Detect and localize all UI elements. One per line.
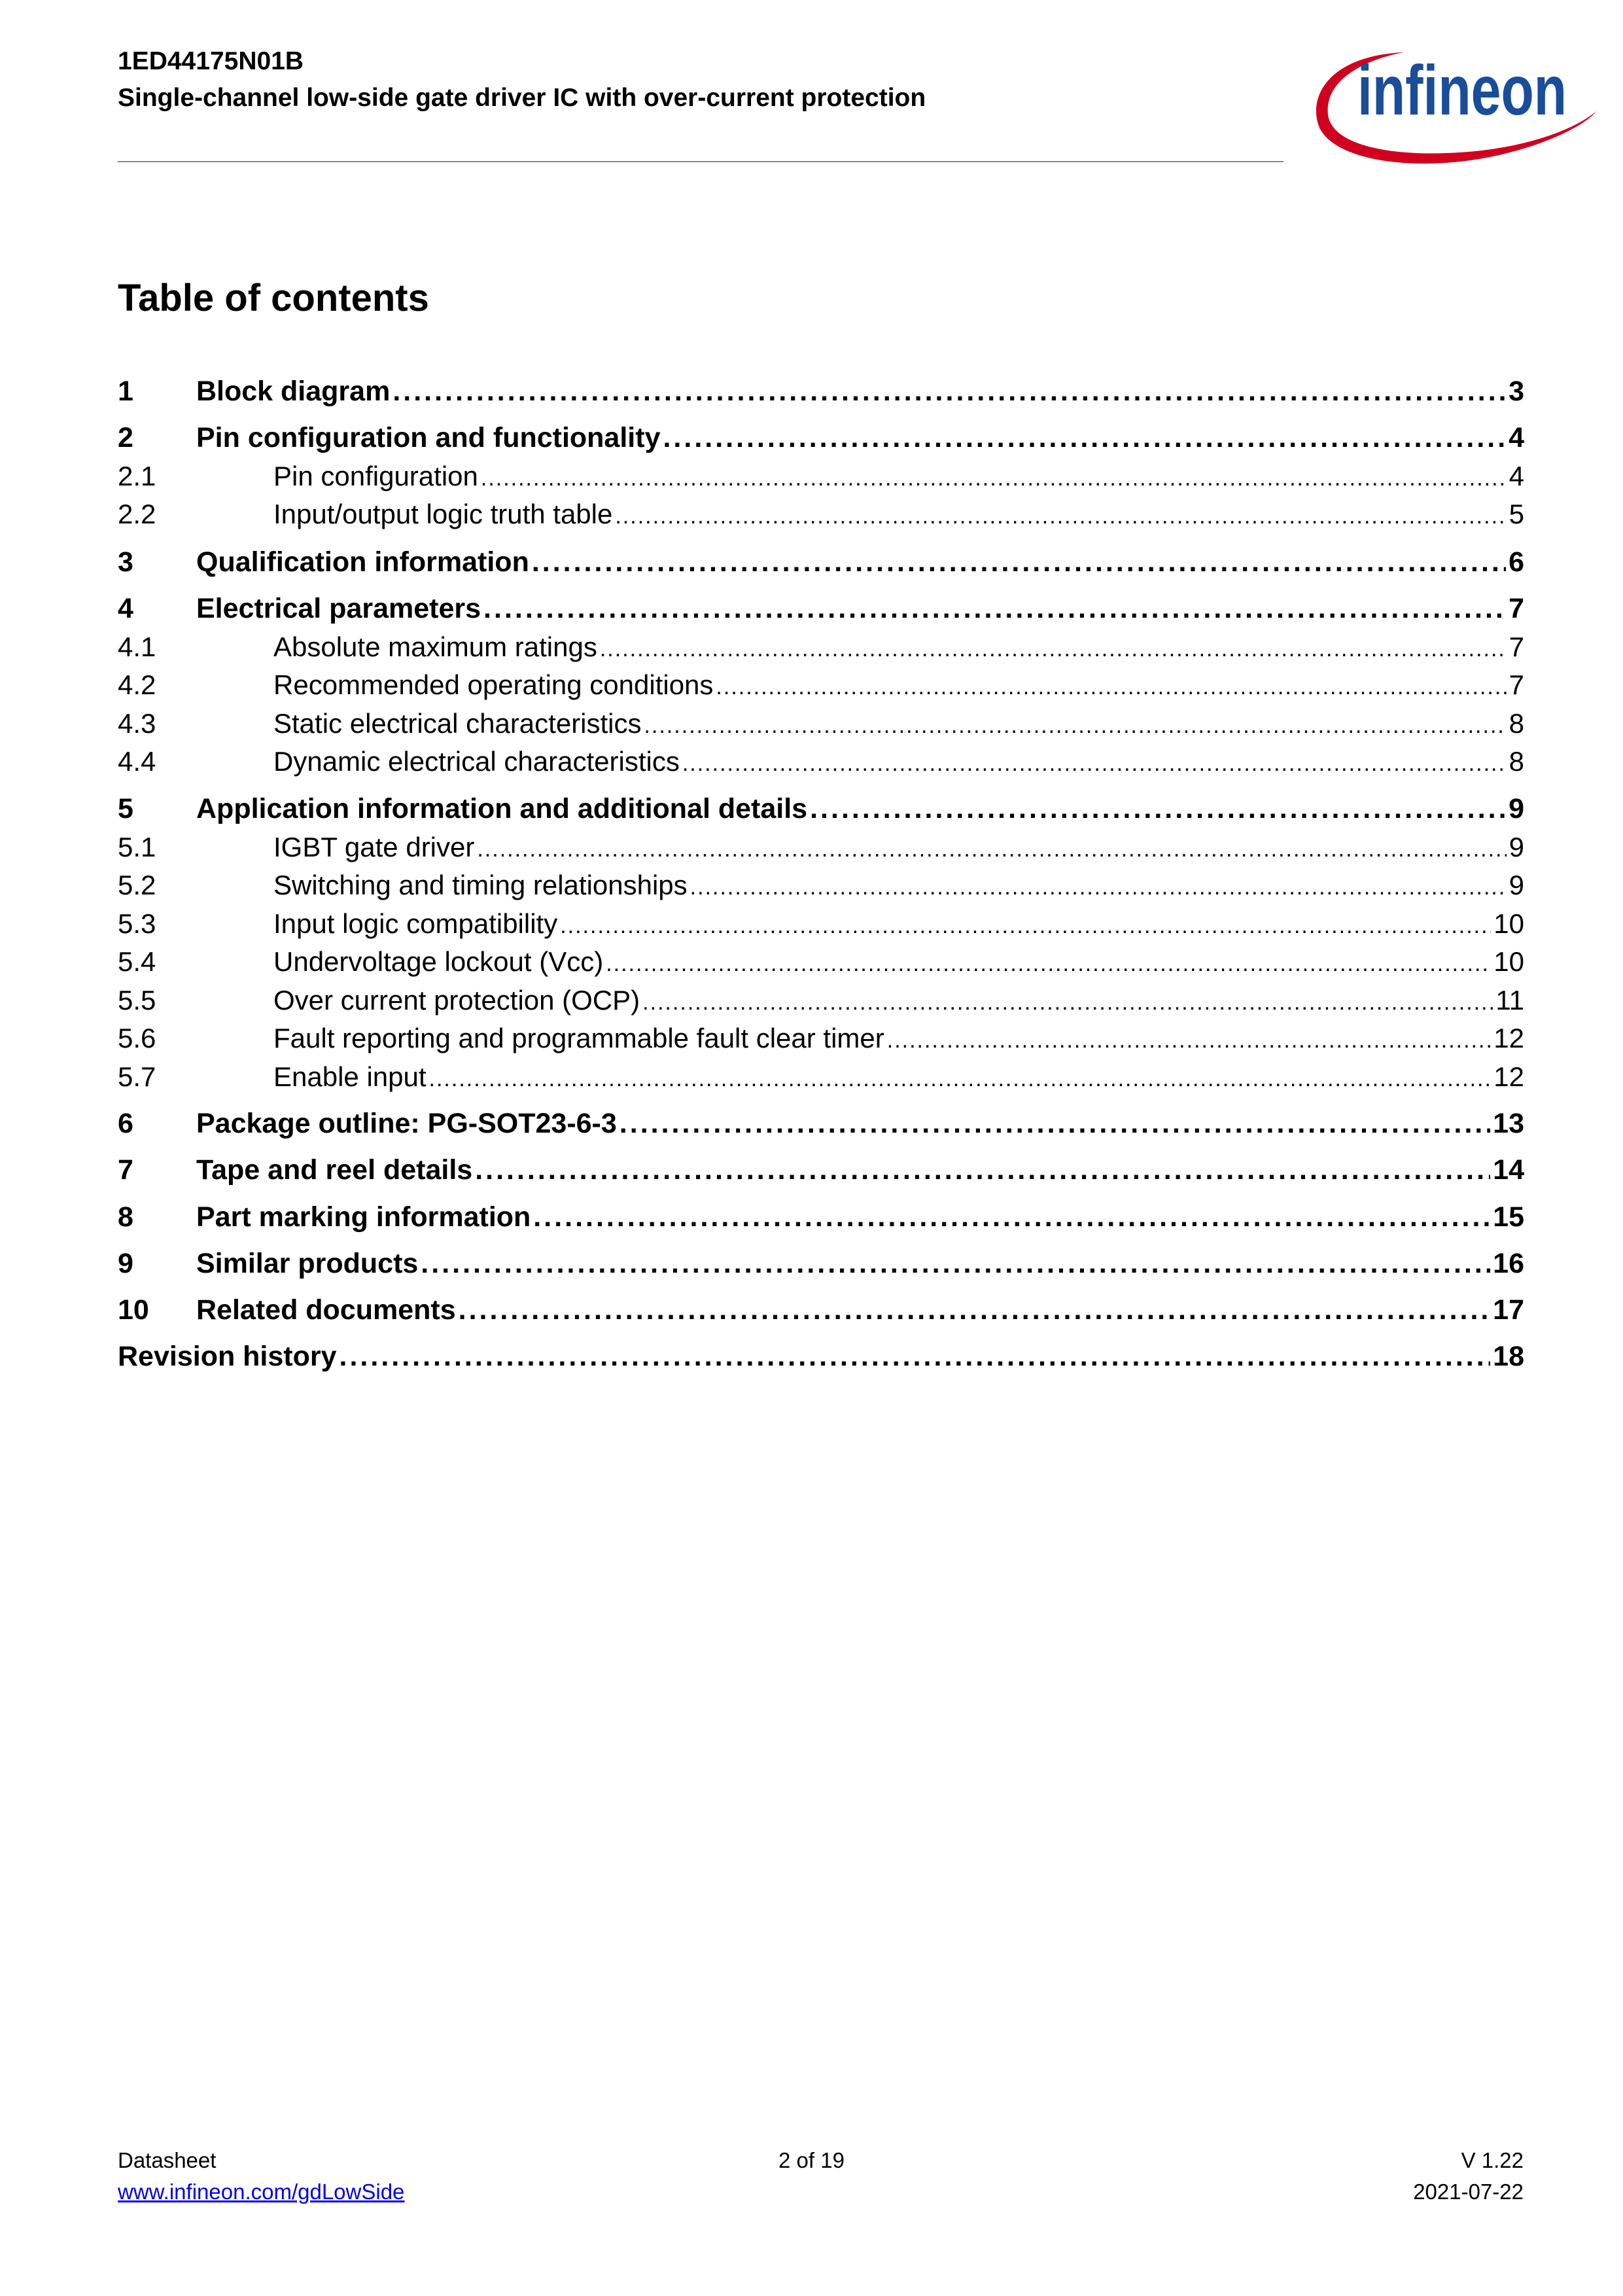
toc-entry-number: 5.6 bbox=[118, 1023, 156, 1053]
toc-dot-leader bbox=[663, 422, 1506, 454]
toc-dot-leader bbox=[606, 951, 1491, 977]
toc-entry-number: 5.2 bbox=[118, 870, 156, 900]
toc-entry[interactable] bbox=[118, 1248, 1524, 1280]
toc-dot-leader bbox=[620, 1108, 1490, 1140]
toc-entry-number: 3 bbox=[118, 546, 133, 578]
toc-entry-number: 2.2 bbox=[118, 499, 156, 529]
header-subtitle: Single-channel low-side gate driver IC with over-current protection bbox=[118, 84, 926, 112]
toc-entry-page: 9 bbox=[1509, 793, 1524, 824]
toc-entry-page: 8 bbox=[1509, 746, 1524, 777]
toc-entry-label: Dynamic electrical characteristics bbox=[273, 746, 680, 777]
toc-dot-leader bbox=[340, 1341, 1491, 1373]
toc-entry[interactable] bbox=[118, 870, 1524, 901]
toc-entry[interactable] bbox=[118, 593, 1524, 625]
toc-dot-leader bbox=[533, 1201, 1490, 1233]
toc-entry-number: 4.1 bbox=[118, 631, 156, 662]
toc-entry[interactable] bbox=[118, 422, 1524, 454]
toc-dot-leader bbox=[475, 1154, 1490, 1186]
toc-entry-label: Electrical parameters bbox=[196, 593, 481, 624]
toc-entry-label: Pin configuration and functionality bbox=[196, 422, 661, 453]
toc-entry-page: 4 bbox=[1509, 461, 1524, 491]
toc-dot-leader bbox=[483, 593, 1506, 625]
toc-entry-label: Qualification information bbox=[196, 546, 529, 578]
toc-entry-page: 12 bbox=[1493, 1023, 1524, 1053]
toc-entry-number: 4.2 bbox=[118, 669, 156, 700]
toc-entry-number: 4.3 bbox=[118, 708, 156, 739]
toc-entry-page: 9 bbox=[1509, 870, 1524, 900]
toc-entry-number: 8 bbox=[118, 1201, 133, 1233]
toc-entry[interactable] bbox=[118, 1341, 1524, 1373]
toc-entry[interactable] bbox=[118, 746, 1524, 777]
toc-entry-label: Undervoltage lockout (Vcc) bbox=[273, 946, 604, 977]
toc-entry-number: 4 bbox=[118, 593, 133, 624]
toc-entry-page: 7 bbox=[1509, 631, 1524, 662]
toc-entry-label: Application information and additional details bbox=[196, 793, 808, 824]
toc-entry-number: 2.1 bbox=[118, 461, 156, 491]
toc-entry-page: 14 bbox=[1493, 1154, 1524, 1186]
toc-entry-page: 16 bbox=[1493, 1248, 1524, 1279]
toc-entry-number: 5.5 bbox=[118, 985, 156, 1016]
toc-entry-label: Static electrical characteristics bbox=[273, 708, 642, 739]
infineon-logo bbox=[1308, 33, 1603, 170]
toc-entry-page: 18 bbox=[1493, 1341, 1524, 1372]
toc-entry-label: Recommended operating conditions bbox=[273, 669, 714, 700]
toc-entry-page: 9 bbox=[1509, 832, 1524, 862]
toc-entry-number: 5.7 bbox=[118, 1061, 156, 1092]
toc-entry-page: 6 bbox=[1509, 546, 1524, 578]
toc-entry[interactable] bbox=[118, 1023, 1524, 1054]
toc-dot-leader bbox=[615, 504, 1506, 529]
toc-entry[interactable] bbox=[118, 793, 1524, 825]
toc-title: Table of contents bbox=[118, 277, 429, 319]
toc-entry-label: Block diagram bbox=[196, 376, 391, 407]
toc-entry[interactable] bbox=[118, 1061, 1524, 1093]
toc-dot-leader bbox=[429, 1067, 1492, 1092]
toc-entry-label: Input/output logic truth table bbox=[273, 499, 613, 529]
toc-dot-leader bbox=[477, 837, 1506, 862]
toc-entry-number: 2 bbox=[118, 422, 133, 453]
toc-entry-label: Part marking information bbox=[196, 1201, 531, 1233]
toc-entry[interactable] bbox=[118, 461, 1524, 492]
toc-dot-leader bbox=[532, 546, 1506, 578]
header-divider bbox=[118, 161, 1283, 162]
toc-entry-number: 4.4 bbox=[118, 746, 156, 777]
toc-dot-leader bbox=[810, 793, 1506, 825]
toc-entry-label: Enable input bbox=[273, 1061, 427, 1092]
toc-dot-leader bbox=[682, 751, 1507, 777]
toc-entry-page: 10 bbox=[1493, 946, 1524, 977]
toc-entry-page: 5 bbox=[1509, 499, 1524, 529]
toc-entry-number: 5 bbox=[118, 793, 133, 824]
toc-entry-page: 15 bbox=[1493, 1201, 1524, 1233]
toc-dot-leader bbox=[560, 913, 1491, 939]
footer-version: V 1.22 bbox=[1461, 2148, 1524, 2172]
toc-entry[interactable] bbox=[118, 669, 1524, 701]
toc-entry-number: 10 bbox=[118, 1294, 149, 1326]
toc-dot-leader bbox=[393, 376, 1506, 408]
toc-dot-leader bbox=[421, 1248, 1490, 1280]
footer-page-number: 2 of 19 bbox=[778, 2148, 845, 2172]
toc-entry-label: Tape and reel details bbox=[196, 1154, 473, 1186]
toc-entry-number: 6 bbox=[118, 1108, 133, 1139]
toc-entry[interactable] bbox=[118, 499, 1524, 530]
toc-entry-page: 12 bbox=[1493, 1061, 1524, 1092]
toc-entry-label: Related documents bbox=[196, 1294, 456, 1326]
toc-entry[interactable] bbox=[118, 946, 1524, 978]
footer-doc-type: Datasheet bbox=[118, 2148, 217, 2172]
toc-entry[interactable] bbox=[118, 1154, 1524, 1186]
toc-entry-page: 4 bbox=[1509, 422, 1524, 453]
toc-entry-label: Package outline: PG-SOT23-6-3 bbox=[196, 1108, 617, 1139]
toc-entry-page: 8 bbox=[1509, 708, 1524, 739]
toc-entry[interactable] bbox=[118, 546, 1524, 578]
toc-entry[interactable] bbox=[118, 376, 1524, 408]
toc-entry-label: IGBT gate driver bbox=[273, 832, 475, 862]
toc-entry-number: 5.1 bbox=[118, 832, 156, 862]
toc-entry[interactable] bbox=[118, 1108, 1524, 1140]
toc-entry-page: 13 bbox=[1493, 1108, 1524, 1139]
toc-entry-page: 7 bbox=[1509, 669, 1524, 700]
toc-entry-label: Fault reporting and programmable fault clear timer bbox=[273, 1023, 884, 1053]
toc-entry[interactable] bbox=[118, 832, 1524, 863]
toc-entry-page: 17 bbox=[1493, 1294, 1524, 1326]
toc-entry-label: Absolute maximum ratings bbox=[273, 631, 597, 662]
toc-entry-label: Switching and timing relationships bbox=[273, 870, 688, 900]
toc-dot-leader bbox=[690, 875, 1507, 900]
toc-dot-leader bbox=[600, 637, 1507, 662]
toc-entry[interactable] bbox=[118, 631, 1524, 663]
toc-entry-number: 7 bbox=[118, 1154, 133, 1186]
toc-dot-leader bbox=[887, 1028, 1492, 1053]
toc-entry[interactable] bbox=[118, 908, 1524, 940]
toc-dot-leader bbox=[459, 1294, 1491, 1326]
toc-entry-label: Input logic compatibility bbox=[273, 908, 558, 939]
toc-entry-label: Pin configuration bbox=[273, 461, 478, 491]
toc-entry[interactable] bbox=[118, 1201, 1524, 1233]
toc-entry-page: 3 bbox=[1509, 376, 1524, 407]
toc-entry-label: Similar products bbox=[196, 1248, 419, 1279]
toc-dot-leader bbox=[716, 675, 1506, 700]
toc-entry-label: Over current protection (OCP) bbox=[273, 985, 640, 1016]
header-part-number: 1ED44175N01B bbox=[118, 47, 304, 75]
toc-dot-leader bbox=[481, 466, 1507, 491]
footer-url-link[interactable]: www.infineon.com/gdLowSide bbox=[118, 2180, 405, 2204]
toc-entry-page: 7 bbox=[1509, 593, 1524, 624]
toc-entry[interactable] bbox=[118, 985, 1524, 1016]
toc-entry[interactable] bbox=[118, 708, 1524, 739]
logo-text: infineon bbox=[1357, 50, 1567, 130]
toc-entry-page: 11 bbox=[1495, 985, 1524, 1016]
toc-entry-number: 1 bbox=[118, 376, 133, 407]
toc-entry[interactable] bbox=[118, 1294, 1524, 1326]
toc-entry-number: 5.3 bbox=[118, 908, 156, 939]
toc-dot-leader bbox=[644, 713, 1507, 739]
footer-date: 2021-07-22 bbox=[1413, 2180, 1524, 2204]
toc-dot-leader bbox=[642, 990, 1493, 1016]
toc-entry-label: Revision history bbox=[118, 1341, 337, 1372]
toc-entry-page: 10 bbox=[1493, 908, 1524, 939]
toc-entry-number: 5.4 bbox=[118, 946, 156, 977]
toc-entry-number: 9 bbox=[118, 1248, 133, 1279]
